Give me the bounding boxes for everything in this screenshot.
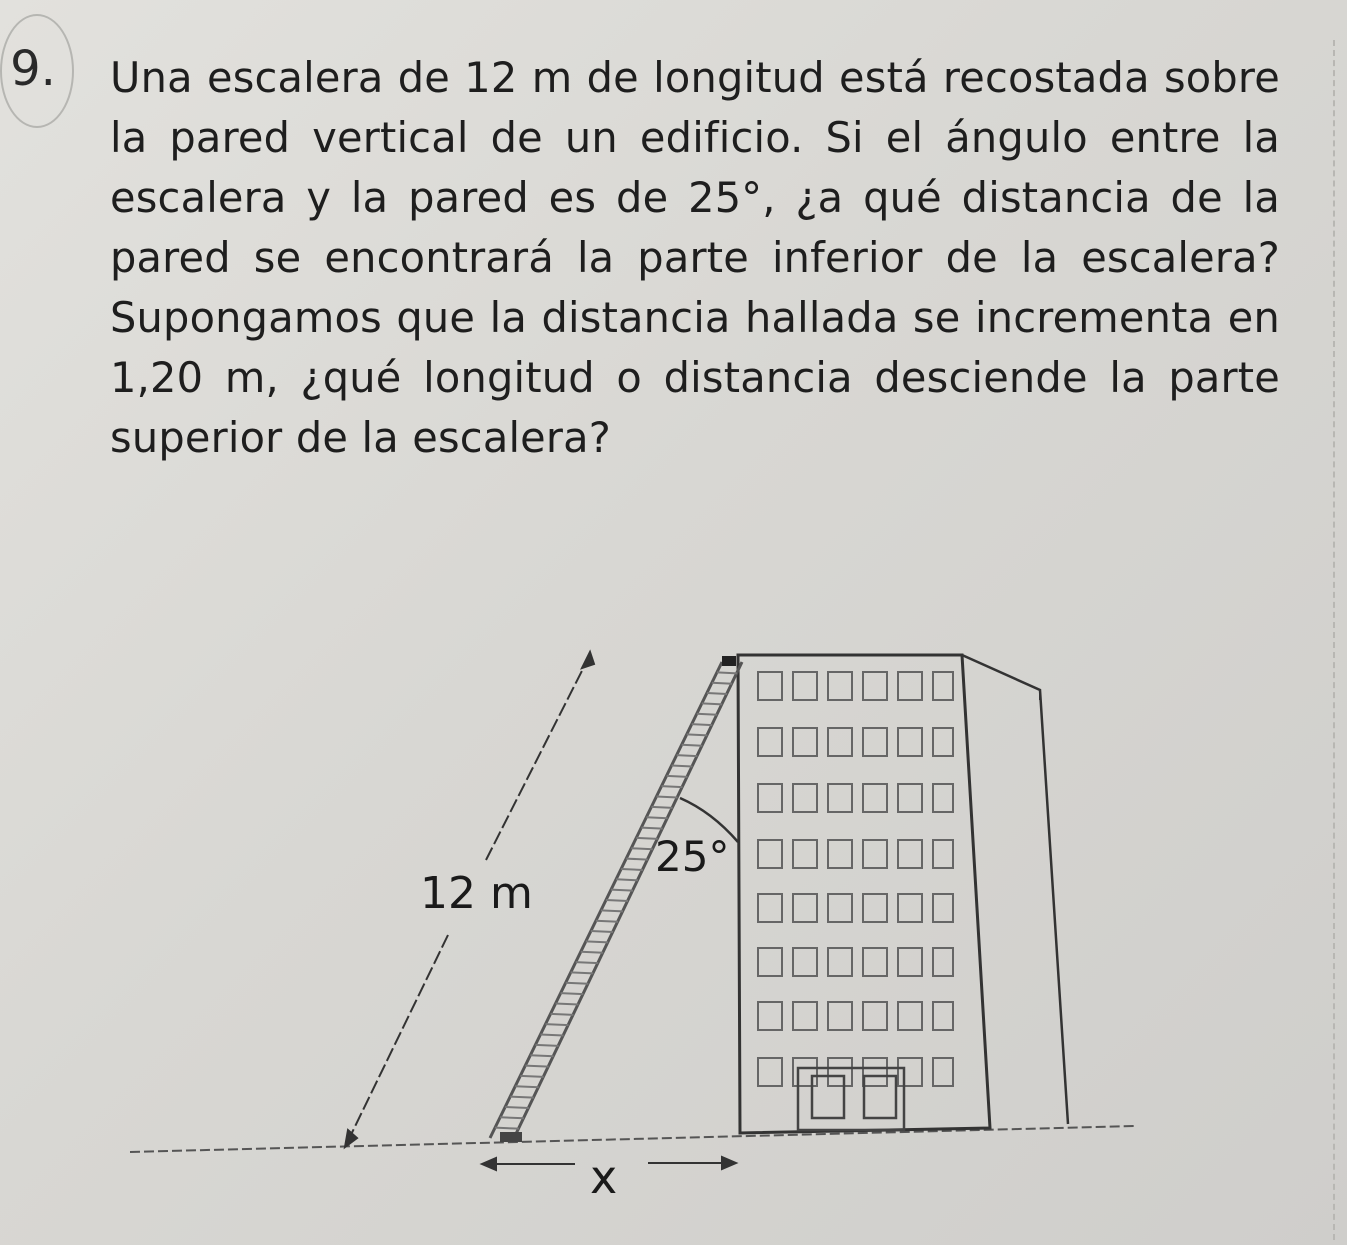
- problem-statement: Una escalera de 12 m de longitud está recostada sobre la pared vertical de un edificio. Si el ángulo entre la escalera y la pared es de 25°, ¿a qué distancia de la pared se encontrará la parte inferior de la escalera? Supongamos que la distancia hallada se incrementa en 1,20 m, ¿qué longitud o distancia desciende la parte superior de la escalera?: [110, 53, 1280, 462]
- angle-label: 25°: [655, 832, 730, 881]
- ladder-rung: [717, 672, 737, 673]
- ladder-rung: [606, 900, 628, 901]
- ladder-rung: [561, 993, 584, 994]
- ladder-rung: [525, 1066, 548, 1067]
- ladder-rung: [611, 890, 633, 891]
- ladder-rung: [667, 776, 688, 777]
- ladder-rung: [661, 786, 682, 787]
- ladder-rung: [687, 734, 708, 735]
- ladder-rung: [651, 807, 672, 808]
- ladder-length-label: 12 m: [420, 868, 533, 919]
- ladder-rung: [515, 1086, 539, 1087]
- ladder-rung: [581, 952, 603, 953]
- ladder-rung: [586, 941, 608, 942]
- ladder-rung: [692, 724, 713, 725]
- ladder-rung: [697, 714, 717, 715]
- ladder-rung: [500, 1117, 524, 1118]
- ladder-rung: [656, 797, 677, 798]
- ladder-rung: [631, 848, 653, 849]
- distance-x-label: x: [590, 1150, 618, 1204]
- ladder-rung: [571, 972, 594, 973]
- ladder-rung: [551, 1014, 574, 1015]
- ladder-rung: [505, 1107, 529, 1108]
- ladder-rung: [601, 910, 623, 911]
- ladder-rung: [566, 983, 589, 984]
- ladder-rung: [545, 1024, 568, 1025]
- ladder-rung: [672, 765, 693, 766]
- building-windows: [758, 672, 953, 1086]
- ladder-rung: [596, 921, 618, 922]
- ladder-rung: [576, 962, 599, 963]
- ladder-rung: [621, 869, 643, 870]
- ladder-rung: [677, 755, 698, 756]
- ladder-rung: [556, 1003, 579, 1004]
- ground-line: [130, 1126, 1135, 1152]
- ladder-rung: [707, 693, 727, 694]
- ladder-rung: [616, 879, 638, 880]
- ladder-rung: [712, 683, 732, 684]
- ladder-rung: [702, 703, 722, 704]
- ladder-rung: [641, 828, 662, 829]
- ladder-rung: [535, 1045, 558, 1046]
- ladder-rung: [540, 1035, 563, 1036]
- ladder-rung: [495, 1128, 519, 1129]
- ladder-rung: [510, 1097, 534, 1098]
- ladder-rung: [646, 817, 667, 818]
- problem-number: 9.: [10, 41, 56, 97]
- ladder-rung: [682, 745, 703, 746]
- building-side: [962, 655, 1068, 1124]
- ladder-rung: [626, 859, 648, 860]
- ladder-rung: [530, 1055, 553, 1056]
- ladder-rung: [520, 1076, 543, 1077]
- ladder-rung: [591, 931, 613, 932]
